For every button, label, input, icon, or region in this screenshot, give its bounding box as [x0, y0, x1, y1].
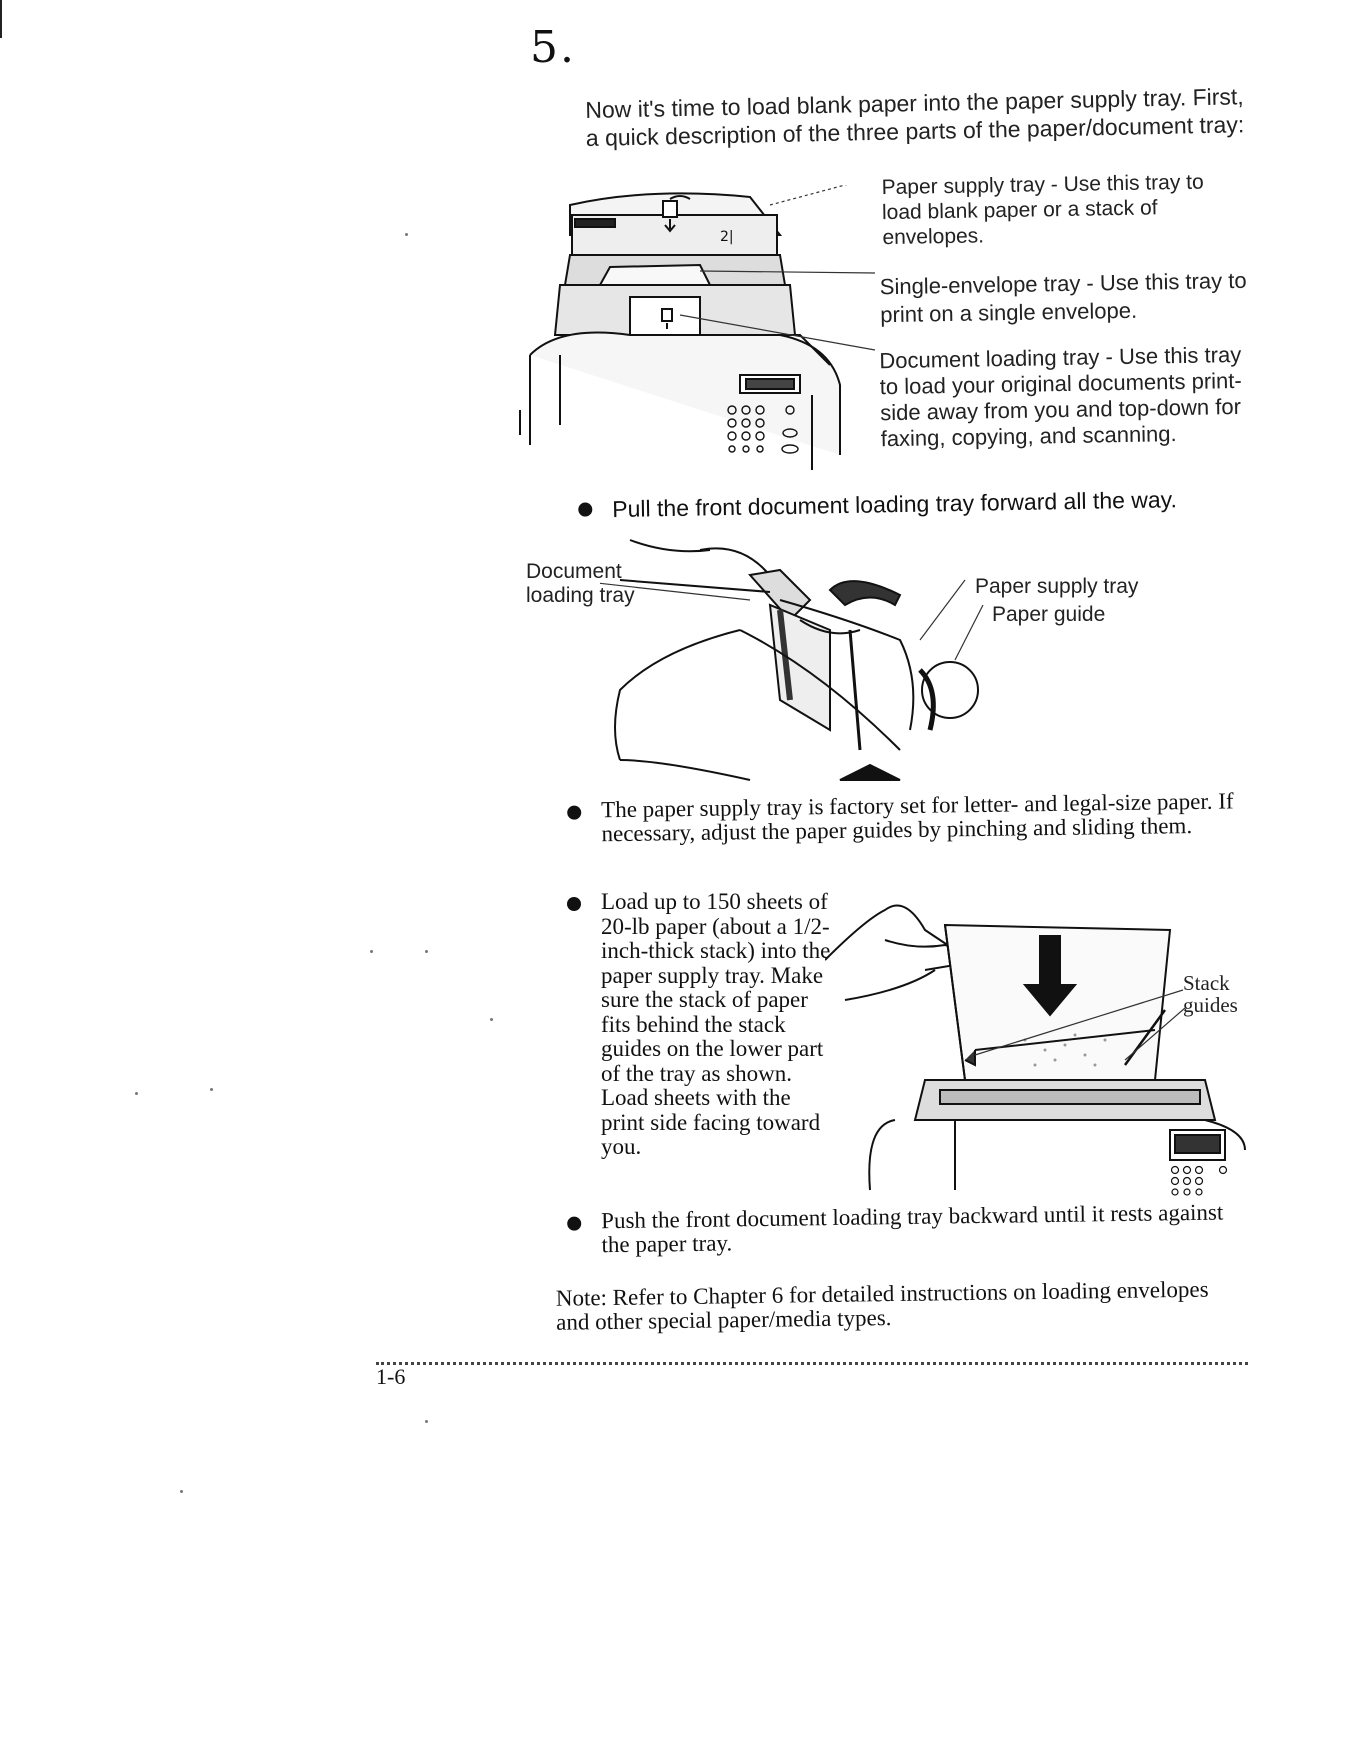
paper-supply-tray-description: Paper supply tray - Use this tray to load blank paper or a stack of envelopes.: [881, 170, 1204, 250]
bullet-factory-setting: The paper supply tray is factory set for letter- and legal-size paper. If necessary, adjust the paper guides by pinching and sliding them.: [567, 789, 1247, 798]
bullet-dot-icon: [567, 806, 581, 820]
manual-page: 5. Now it's time to load blank paper into the paper supply tray. First, a quick description of the three parts of the paper/document tray: 2| Paper supply tray - Use this tray to load blank paper or a stack of envelopes. Single-envelope tray - Use this tray to print on a single envelope. Document loading tray - Use this tray to load your original documents print-side away from you and top-down for faxing, copying, and scanning. Pull the front document loading tray forward all the way. Document loading tray Paper supply tray Paper guide The paper supply tray is factory set for letter- and legal-size paper. If necessary, adjust the paper guides by pinching and sliding them. Load up to 150 sheets of 20-lb paper (about a 1/2-inch-thick stack) into the paper supply tray. Make sure the stack of paper fits behind the stack guides on the lower part of the tray as shown. Load sheets with the print side facing toward you. Stack guides Push the front document loading tray backward until it rests against the paper tray. Note: Refer to Chapter 6 for detailed instructions on loading envelopes and other special paper/media types. 1-6: [0, 0, 1361, 1758]
intro-paragraph: Now it's time to load blank paper into the paper supply tray. First, a quick description of the three parts of the paper/document tray:: [585, 83, 1245, 151]
scan-edge-mark: [0, 0, 2, 38]
note-paragraph: Note: Refer to Chapter 6 for detailed instructions on loading envelopes and other special paper/media types.: [555, 1276, 1209, 1335]
document-loading-tray-description: Document loading tray - Use this tray to load your original documents print-side away from you and top-down for faxing, copying, and scanning.: [879, 341, 1242, 452]
bullet-dot-icon: [567, 897, 581, 911]
label-paper-guide: Paper guide: [992, 603, 1106, 626]
load-paper-illustration: [825, 890, 1255, 1200]
scan-speck: [425, 950, 428, 953]
bullet-dot-icon: [578, 502, 592, 516]
label-document-loading-tray: Document loading tray: [526, 560, 635, 607]
label-stack-guides: Stack guides: [1183, 971, 1238, 1017]
scan-speck: [405, 233, 408, 236]
scan-speck: [425, 1420, 428, 1423]
tray-overview-illustration: [500, 185, 880, 475]
scan-speck: [180, 1490, 183, 1493]
scan-speck: [490, 1018, 493, 1021]
svg-text:2|: 2|: [720, 229, 734, 245]
scan-speck: [135, 1092, 138, 1095]
footer-dotted-rule: [376, 1362, 1248, 1365]
scan-speck: [210, 1088, 213, 1091]
step-number: 5.: [530, 22, 576, 73]
scan-speck: [370, 950, 373, 953]
single-envelope-tray-description: Single-envelope tray - Use this tray to print on a single envelope.: [879, 267, 1247, 328]
bullet-dot-icon: [567, 1217, 581, 1231]
page-number: 1-6: [376, 1364, 406, 1389]
bullet-pull-tray: Pull the front document loading tray forward all the way.: [578, 484, 1228, 495]
label-paper-supply-tray: Paper supply tray: [975, 575, 1139, 598]
bullet-push-tray: Push the front document loading tray backward until it rests against the paper tray.: [567, 1200, 1247, 1209]
